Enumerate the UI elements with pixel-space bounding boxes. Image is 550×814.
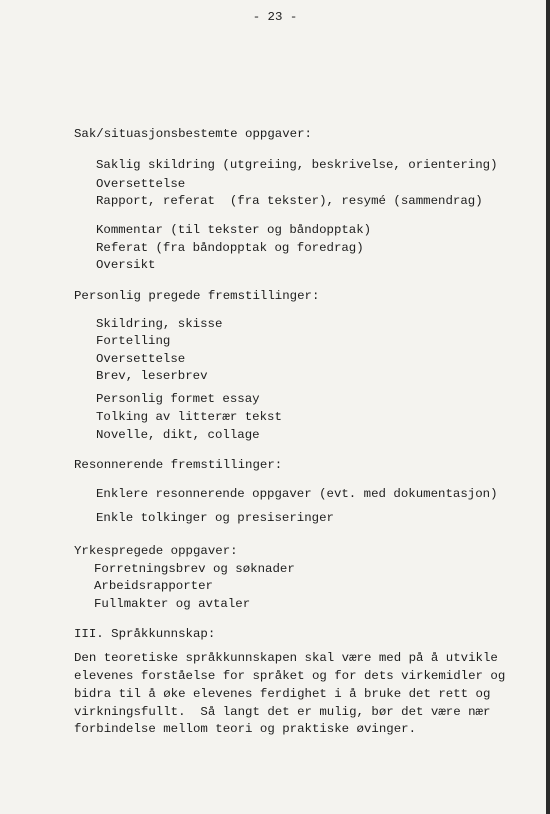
list-item: Referat (fra båndopptak og foredrag)	[96, 241, 364, 255]
section-heading: Personlig pregede fremstillinger:	[74, 289, 320, 303]
section-heading: Yrkespregede oppgaver:	[74, 544, 238, 558]
paragraph-line: Den teoretiske språkkunnskapen skal være med på å utvikle	[74, 651, 498, 665]
paragraph-line: bidra til å øke elevenes ferdighet i å bruke det rett og	[74, 687, 491, 701]
list-item: Oversettelse	[96, 177, 186, 191]
list-item: Kommentar (til tekster og båndopptak)	[96, 223, 372, 237]
list-item: Brev, leserbrev	[96, 369, 208, 383]
list-item: Fullmakter og avtaler	[94, 597, 251, 611]
list-item: Forretningsbrev og søknader	[94, 562, 295, 576]
list-item: Saklig skildring (utgreiing, beskrivelse, orientering)	[96, 158, 498, 172]
section-heading: Resonnerende fremstillinger:	[74, 458, 283, 472]
paragraph-line: virkningsfullt. Så langt det er mulig, bør det være nær	[74, 705, 491, 719]
list-item: Enkle tolkinger og presiseringer	[96, 511, 334, 525]
list-item: Skildring, skisse	[96, 317, 223, 331]
list-item: Rapport, referat (fra tekster), resymé (sammendrag)	[96, 194, 483, 208]
page-number: - 23 -	[252, 10, 298, 24]
list-item: Novelle, dikt, collage	[96, 428, 260, 442]
list-item: Enklere resonnerende oppgaver (evt. med dokumentasjon)	[96, 487, 498, 501]
list-item: Fortelling	[96, 334, 171, 348]
list-item: Oversikt	[96, 258, 156, 272]
list-item: Personlig formet essay	[96, 392, 260, 406]
page-edge-shadow	[546, 0, 550, 814]
section-heading: Sak/situasjonsbestemte oppgaver:	[74, 127, 312, 141]
paragraph-line: elevenes forståelse for språket og for dets virkemidler og	[74, 669, 506, 683]
paragraph-line: forbindelse mellom teori og praktiske øvinger.	[74, 722, 417, 736]
list-item: Arbeidsrapporter	[94, 579, 213, 593]
list-item: Tolking av litterær tekst	[96, 410, 282, 424]
list-item: Oversettelse	[96, 352, 186, 366]
section-heading: III. Språkkunnskap:	[74, 627, 216, 641]
